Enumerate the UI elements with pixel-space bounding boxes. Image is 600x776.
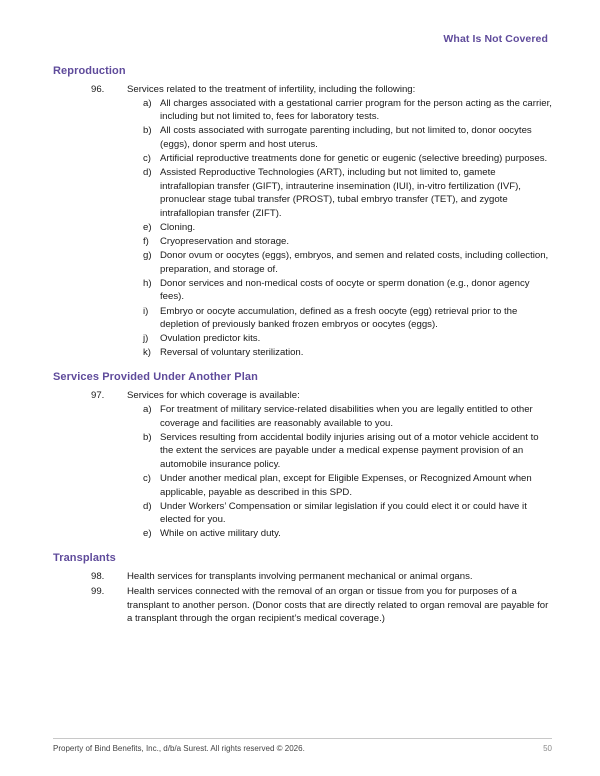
list-item-marker: k) [143, 347, 151, 359]
clause-body [127, 83, 552, 360]
list-item-marker: d) [143, 167, 152, 179]
list-item-text: Under Workers’ Compensation or similar legislation if you could elect it or could have it elected for you. [160, 500, 527, 526]
list-item-marker: a) [143, 403, 152, 415]
list-item-marker: i) [143, 305, 149, 317]
footer-page-number: 50 [543, 744, 552, 753]
footer-copyright: Property of Bind Benefits, Inc., d/b/a Surest. All rights reserved © 2026. [53, 744, 305, 753]
list-item-marker: c) [143, 152, 151, 164]
running-header-title: What Is Not Covered [443, 33, 548, 45]
list-item-text: Embryo or oocyte accumulation, defined as a fresh oocyte (egg) retrieval prior to the depletion of previously banked frozen embryos or oocytes (eggs). [160, 305, 518, 331]
list-item-text: For treatment of military service-related disabilities when you are legally entitled to other coverage and facilities are reasonably available to you. [160, 403, 533, 429]
list-item-text: All charges associated with a gestational carrier program for the person acting as the carrier, including but not limited to, fees for laboratory tests. [160, 97, 552, 123]
lettered-sublist [127, 403, 552, 541]
list-item-text: Cryopreservation and storage. [160, 236, 290, 248]
clause-number: 98. [91, 571, 105, 583]
page-footer [53, 738, 552, 753]
numbered-clause [53, 570, 552, 584]
clause-text: Services related to the treatment of infertility, including the following: [127, 84, 416, 95]
list-item-text: All costs associated with surrogate parenting including, but not limited to, donor oocytes (eggs), donor sperm and host uterus. [160, 125, 532, 150]
list-item-marker: e) [143, 221, 152, 233]
document-section [53, 371, 552, 541]
section-heading: Transplants [53, 552, 116, 565]
list-item [127, 346, 552, 360]
list-item-marker: g) [143, 250, 152, 262]
list-item-text: Donor services and non-medical costs of oocyte or sperm donation (e.g., donor agency fees). [160, 277, 530, 303]
list-item [127, 403, 552, 430]
list-item [127, 305, 552, 332]
document-section [53, 65, 552, 360]
numbered-clause [53, 83, 552, 360]
list-item [127, 124, 552, 151]
list-item [127, 249, 552, 276]
list-item-text: Under another medical plan, except for Eligible Expenses, or Recognized Amount when applicable, payable as described in this SPD. [160, 472, 532, 498]
list-item [127, 472, 552, 499]
list-item-marker: a) [143, 97, 152, 109]
list-item-text: Assisted Reproductive Technologies (ART), including but not limited to, gamete intrafallopian transfer (GIFT), intrauterine insemination (IUI), in-vitro fertilization (IVF), pronuclear stage tubal transfer (PROST), tubal embryo transfer (TET), and zygote intrafallopian transfer (ZIFT). [160, 167, 521, 219]
list-item [127, 221, 552, 235]
clause-number: 97. [91, 390, 105, 402]
list-item-text: Services resulting from accidental bodily injuries arising out of a motor vehicle accident to the extent the services are payable under a medical expense payment provision of an automobile insurance policy. [160, 431, 539, 470]
section-heading: Services Provided Under Another Plan [53, 371, 258, 384]
list-item-marker: f) [143, 236, 149, 248]
list-item-marker: d) [143, 500, 152, 512]
list-item [127, 500, 552, 527]
numbered-clause [53, 585, 552, 626]
list-item-marker: j) [143, 333, 149, 345]
list-item-text: Donor ovum or oocytes (eggs), embryos, and semen and related costs, including collection, preparation, and storage of. [160, 250, 549, 275]
list-item [127, 97, 552, 124]
list-item [127, 332, 552, 346]
list-item-text: Reversal of voluntary sterilization. [160, 347, 304, 359]
clause-number: 99. [91, 586, 105, 597]
list-item [127, 431, 552, 472]
list-item-marker: c) [143, 472, 151, 484]
lettered-sublist [127, 97, 552, 360]
section-heading: Reproduction [53, 65, 126, 77]
list-item-text: Ovulation predictor kits. [160, 333, 261, 345]
list-item-text: While on active military duty. [160, 528, 281, 540]
list-item-marker: e) [143, 528, 152, 540]
list-item-marker: h) [143, 277, 152, 289]
clause-number: 96. [91, 84, 105, 95]
numbered-clause [53, 389, 552, 541]
list-item-marker: b) [143, 125, 152, 137]
document-body [53, 65, 552, 627]
list-item [127, 235, 552, 249]
clause-body [127, 585, 552, 626]
list-item [127, 152, 552, 166]
list-item-text: Cloning. [160, 221, 196, 233]
clause-text: Health services connected with the removal of an organ or tissue from you for purposes of a transplant to another person. (Donor costs that are directly related to organ removal are payable for a transplant through the organ recipient’s medical coverage.) [127, 586, 549, 625]
list-item [127, 166, 552, 220]
document-section [53, 552, 552, 625]
list-item-text: Artificial reproductive treatments done for genetic or eugenic (selective breeding) purposes. [160, 152, 548, 164]
clause-text: Services for which coverage is available: [127, 390, 300, 402]
clause-text: Health services for transplants involving permanent mechanical or animal organs. [127, 571, 473, 583]
list-item [127, 277, 552, 304]
clause-body [127, 570, 552, 584]
list-item-marker: b) [143, 431, 152, 443]
list-item [127, 527, 552, 541]
clause-body [127, 389, 552, 541]
